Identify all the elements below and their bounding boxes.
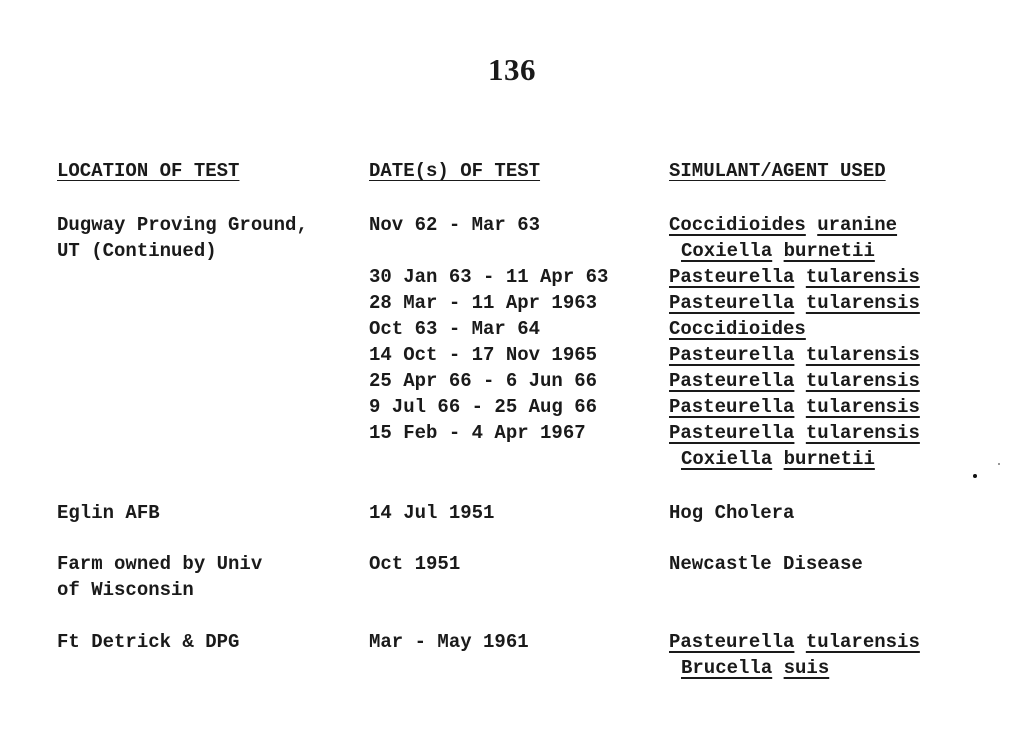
date-cell: 15 Feb - 4 Apr 1967 [369, 422, 586, 444]
agent-species: tularensis [805, 370, 920, 392]
agent-cell [681, 238, 875, 264]
agent-species: tularensis [805, 631, 920, 653]
agent-genus: Pasteurella [669, 266, 795, 288]
location-dugway-line1: Dugway Proving Ground, [57, 214, 308, 236]
date-cell: Nov 62 - Mar 63 [369, 214, 541, 236]
agent-genus: Coxiella [681, 448, 773, 470]
location-detrick: Ft Detrick & DPG [57, 631, 240, 653]
agent-cell [669, 420, 920, 446]
header-date: DATE(s) OF TEST [369, 160, 541, 182]
agent-species: suis [783, 657, 830, 679]
date-cell: 14 Oct - 17 Nov 1965 [369, 344, 598, 366]
agent-cell [669, 394, 920, 420]
scan-speck [973, 474, 977, 478]
agent-cell [669, 212, 897, 238]
agent-cell [681, 446, 875, 472]
date-eglin: 14 Jul 1951 [369, 502, 495, 524]
date-cell: 25 Apr 66 - 6 Jun 66 [369, 370, 598, 392]
agent-genus: Coccidioides [669, 318, 806, 340]
agent-genus: Pasteurella [669, 344, 795, 366]
agent-species: tularensis [805, 266, 920, 288]
agent-genus: Pasteurella [669, 396, 795, 418]
page-number: 136 [488, 52, 536, 87]
agent-species: tularensis [805, 292, 920, 314]
location-wisconsin-line1: Farm owned by Univ [57, 553, 263, 575]
date-cell: Oct 63 - Mar 64 [369, 318, 541, 340]
header-agent: SIMULANT/AGENT USED [669, 160, 886, 182]
agent-genus: Brucella [681, 657, 773, 679]
agent-cell [669, 264, 920, 290]
agent-species: burnetii [783, 240, 875, 262]
date-cell: 28 Mar - 11 Apr 1963 [369, 292, 598, 314]
agent-species: tularensis [805, 396, 920, 418]
agent-genus: Pasteurella [669, 292, 795, 314]
agent-species: tularensis [805, 422, 920, 444]
agent-cell [669, 316, 806, 342]
agent-species: tularensis [805, 344, 920, 366]
agent-eglin: Hog Cholera [669, 502, 795, 524]
location-eglin: Eglin AFB [57, 502, 160, 524]
agent-cell [669, 342, 920, 368]
agent-species: uranine [817, 214, 898, 236]
agent-genus: Coccidioides [669, 214, 806, 236]
date-detrick: Mar - May 1961 [369, 631, 529, 653]
agent-genus: Pasteurella [669, 631, 795, 653]
agent-species: burnetii [783, 448, 875, 470]
agent-cell [681, 655, 829, 681]
agent-genus: Pasteurella [669, 370, 795, 392]
header-location: LOCATION OF TEST [57, 160, 240, 182]
location-dugway-line2: UT (Continued) [57, 240, 217, 262]
agent-genus: Coxiella [681, 240, 773, 262]
date-cell: 9 Jul 66 - 25 Aug 66 [369, 396, 598, 418]
date-wisconsin: Oct 1951 [369, 553, 461, 575]
location-wisconsin-line2: of Wisconsin [57, 579, 194, 601]
agent-wisconsin: Newcastle Disease [669, 553, 863, 575]
agent-cell [669, 290, 920, 316]
scan-speck [998, 463, 1000, 465]
date-cell: 30 Jan 63 - 11 Apr 63 [369, 266, 609, 288]
agent-cell [669, 368, 920, 394]
agent-cell [669, 629, 920, 655]
agent-genus: Pasteurella [669, 422, 795, 444]
